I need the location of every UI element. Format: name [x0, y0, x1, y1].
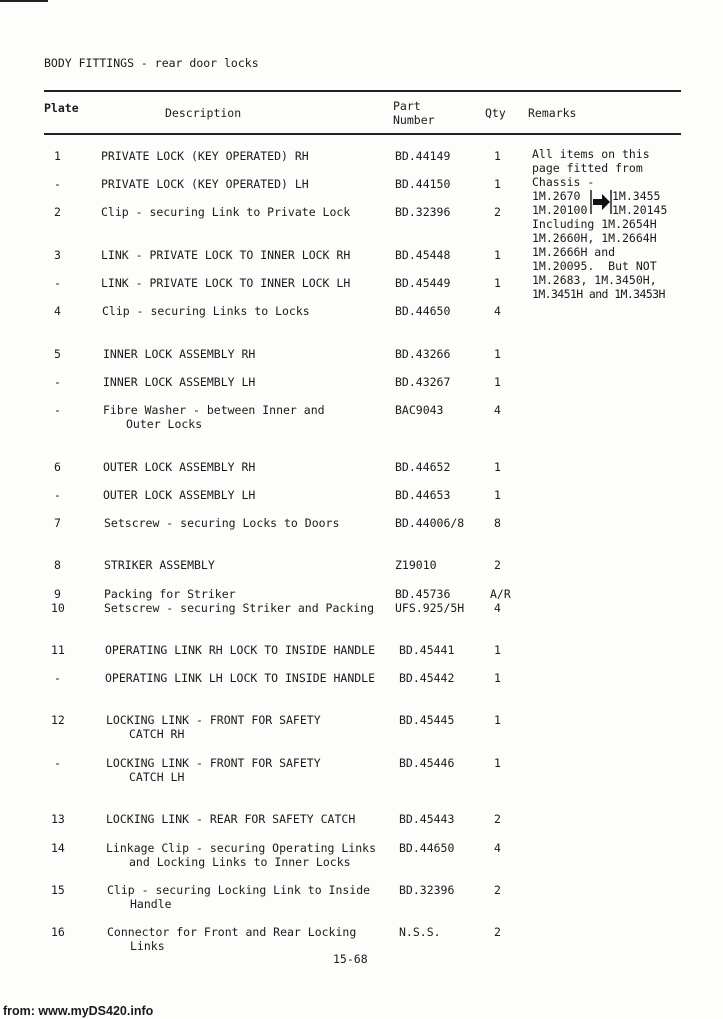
- row-qty: 1: [494, 488, 501, 502]
- row-description: PRIVATE LOCK (KEY OPERATED) LH: [101, 177, 309, 191]
- remarks-line: 1M.2666H and: [532, 245, 616, 259]
- row-part-number: BD.32396: [395, 205, 451, 219]
- row-part-number: N.S.S.: [399, 925, 441, 939]
- row-qty: 1: [494, 375, 501, 389]
- row-description: LINK - PRIVATE LOCK TO INNER LOCK LH: [101, 276, 351, 290]
- row-part-number: BD.45443: [399, 812, 455, 826]
- row-qty: 1: [494, 643, 501, 657]
- remarks-range-to: 1M.3455: [612, 189, 661, 203]
- row-part-number: BAC9043: [395, 403, 444, 417]
- row-qty: 2: [494, 883, 501, 897]
- row-description: LINK - PRIVATE LOCK TO INNER LOCK RH: [101, 248, 351, 262]
- row-description: Clip - securing Links to Locks: [102, 304, 310, 318]
- row-plate: 12: [51, 713, 65, 727]
- remarks-range-from: 1M.20100: [532, 203, 588, 217]
- row-description: Clip - securing Link to Private Lock: [101, 205, 351, 219]
- range-arrow-icon: [590, 188, 612, 218]
- row-qty: A/R: [490, 587, 511, 601]
- row-part-number: BD.44006/8: [395, 516, 465, 530]
- remarks-line: page fitted from: [532, 161, 643, 175]
- row-plate: 9: [54, 587, 61, 601]
- remarks-line: Chassis -: [532, 175, 595, 189]
- header-bottom-rule: [44, 133, 681, 135]
- row-plate: 3: [54, 248, 61, 262]
- row-plate: -: [54, 756, 61, 770]
- row-qty: 8: [494, 516, 501, 530]
- header-top-rule: [44, 90, 681, 92]
- row-plate: -: [54, 403, 61, 417]
- row-description-cont: Links: [130, 939, 165, 953]
- row-qty: 2: [494, 205, 501, 219]
- row-description-cont: Outer Locks: [126, 417, 203, 431]
- remarks-line: 1M.2660H, 1M.2664H: [532, 231, 657, 245]
- row-qty: 2: [494, 558, 501, 572]
- footer-source: from: www.myDS420.info: [3, 1004, 154, 1018]
- row-description: PRIVATE LOCK (KEY OPERATED) RH: [101, 149, 309, 163]
- remarks-line: 1M.3451H and 1M.3453H: [532, 287, 665, 301]
- row-description: Fibre Washer - between Inner and: [103, 403, 325, 417]
- row-plate: 4: [54, 304, 61, 318]
- row-description-cont: CATCH LH: [129, 770, 185, 784]
- row-part-number: BD.44653: [395, 488, 451, 502]
- header-remarks: Remarks: [528, 106, 577, 120]
- row-qty: 1: [494, 671, 501, 685]
- row-description: LOCKING LINK - FRONT FOR SAFETY: [106, 713, 321, 727]
- row-plate: -: [54, 177, 61, 191]
- remarks-line: 1M.20095. But NOT: [532, 259, 657, 273]
- row-part-number: BD.32396: [399, 883, 455, 897]
- row-plate: -: [54, 671, 61, 685]
- row-plate: 16: [51, 925, 65, 939]
- header-qty: Qty: [485, 106, 506, 120]
- row-qty: 1: [494, 713, 501, 727]
- row-qty: 1: [494, 177, 501, 191]
- header-part-number-line2: Number: [393, 113, 435, 127]
- row-part-number: BD.44149: [395, 149, 451, 163]
- row-qty: 4: [494, 841, 501, 855]
- row-part-number: BD.45446: [399, 756, 455, 770]
- row-description: Setscrew - securing Striker and Packing: [104, 601, 375, 615]
- remarks-line: Including 1M.2654H: [532, 217, 657, 231]
- header-part-number-line1: Part: [393, 99, 421, 113]
- row-plate: 8: [54, 558, 61, 572]
- row-plate: 6: [54, 460, 61, 474]
- row-description: Linkage Clip - securing Operating Links: [106, 841, 377, 855]
- row-qty: 1: [494, 248, 501, 262]
- row-plate: 10: [51, 601, 65, 615]
- row-qty: 1: [494, 756, 501, 770]
- top-edge-rule: [0, 0, 48, 2]
- remarks-line: All items on this: [532, 147, 650, 161]
- row-plate: 2: [54, 205, 61, 219]
- row-plate: 7: [54, 516, 61, 530]
- row-qty: 4: [494, 403, 501, 417]
- row-description: OPERATING LINK RH LOCK TO INSIDE HANDLE: [105, 643, 376, 657]
- row-plate: 5: [54, 347, 61, 361]
- row-qty: 1: [494, 347, 501, 361]
- row-plate: -: [54, 375, 61, 389]
- row-qty: 2: [494, 925, 501, 939]
- row-description: Connector for Front and Rear Locking: [107, 925, 357, 939]
- row-plate: 15: [51, 883, 65, 897]
- page-number: 15-68: [333, 952, 368, 966]
- row-plate: -: [54, 276, 61, 290]
- remarks-line: 1M.2683, 1M.3450H,: [532, 273, 657, 287]
- row-description: LOCKING LINK - FRONT FOR SAFETY: [106, 756, 321, 770]
- row-part-number: BD.44650: [399, 841, 455, 855]
- header-description: Description: [165, 106, 242, 120]
- row-part-number: BD.44150: [395, 177, 451, 191]
- row-qty: 1: [494, 276, 501, 290]
- row-description: Clip - securing Locking Link to Inside: [107, 883, 371, 897]
- row-part-number: BD.45441: [399, 643, 455, 657]
- row-part-number: BD.45445: [399, 713, 455, 727]
- row-plate: 1: [54, 149, 61, 163]
- row-plate: 14: [51, 841, 65, 855]
- row-description: STRIKER ASSEMBLY: [104, 558, 215, 572]
- row-description: Setscrew - securing Locks to Doors: [104, 516, 340, 530]
- row-part-number: BD.43266: [395, 347, 451, 361]
- row-description-cont: Handle: [130, 897, 172, 911]
- row-plate: -: [54, 488, 61, 502]
- row-description-cont: CATCH RH: [129, 727, 185, 741]
- row-description-cont: and Locking Links to Inner Locks: [129, 855, 351, 869]
- row-description: Packing for Striker: [104, 587, 236, 601]
- row-part-number: BD.45736: [395, 587, 451, 601]
- header-plate: Plate: [44, 101, 79, 115]
- row-part-number: BD.45442: [399, 671, 455, 685]
- row-description: OUTER LOCK ASSEMBLY RH: [103, 460, 256, 474]
- row-qty: 4: [494, 601, 501, 615]
- row-qty: 1: [494, 460, 501, 474]
- row-part-number: BD.43267: [395, 375, 451, 389]
- remarks-range-to: 1M.20145: [612, 203, 668, 217]
- row-description: INNER LOCK ASSEMBLY RH: [103, 347, 256, 361]
- row-part-number: BD.44652: [395, 460, 451, 474]
- row-part-number: Z19010: [395, 558, 437, 572]
- row-plate: 13: [51, 812, 65, 826]
- row-qty: 1: [494, 149, 501, 163]
- row-plate: 11: [51, 643, 65, 657]
- row-part-number: BD.45448: [395, 248, 451, 262]
- row-part-number: UFS.925/5H: [395, 601, 465, 615]
- row-description: INNER LOCK ASSEMBLY LH: [103, 375, 256, 389]
- row-description: LOCKING LINK - REAR FOR SAFETY CATCH: [106, 812, 356, 826]
- row-qty: 4: [494, 304, 501, 318]
- row-part-number: BD.45449: [395, 276, 451, 290]
- remarks-range-from: 1M.2670: [532, 189, 581, 203]
- row-description: OPERATING LINK LH LOCK TO INSIDE HANDLE: [105, 671, 376, 685]
- page-title: BODY FITTINGS - rear door locks: [44, 56, 259, 70]
- row-qty: 2: [494, 812, 501, 826]
- row-part-number: BD.44650: [395, 304, 451, 318]
- row-description: OUTER LOCK ASSEMBLY LH: [103, 488, 256, 502]
